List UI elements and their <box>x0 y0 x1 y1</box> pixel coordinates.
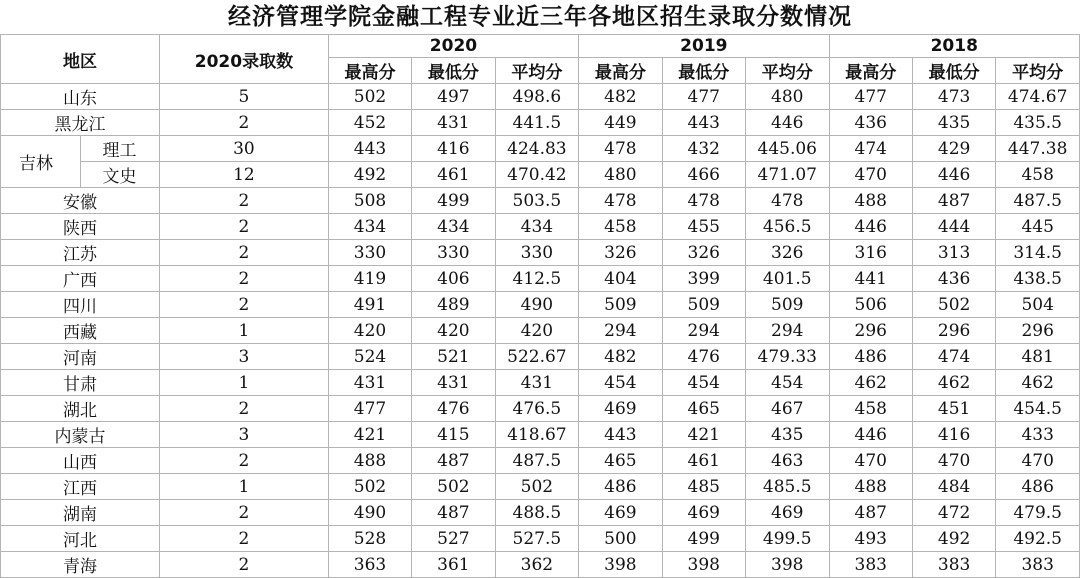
table-row <box>1 344 1080 370</box>
min-score-cell: 474 <box>912 344 995 370</box>
region-cell: 山西 <box>1 448 160 474</box>
region-cell: 山东 <box>1 84 160 110</box>
min-score-cell: 435 <box>912 110 995 136</box>
region-cell: 河北 <box>1 526 160 552</box>
avg-score-cell: 509 <box>745 292 829 318</box>
max-score-cell: 462 <box>829 370 912 396</box>
avg-score-cell: 420 <box>495 318 579 344</box>
max-score-cell: 458 <box>829 396 912 422</box>
min-score-cell: 521 <box>412 344 495 370</box>
enroll-count-cell: 2 <box>160 396 329 422</box>
avg-score-cell: 467 <box>745 396 829 422</box>
enroll-count-cell: 2 <box>160 214 329 240</box>
avg-score-cell: 478 <box>745 188 829 214</box>
max-score-cell: 441 <box>829 266 912 292</box>
avg-score-cell: 485.5 <box>745 474 829 500</box>
max-score-cell: 509 <box>579 292 662 318</box>
avg-score-cell: 503.5 <box>495 188 579 214</box>
avg-score-cell: 488.5 <box>495 500 579 526</box>
max-score-cell: 470 <box>829 162 912 188</box>
max-score-cell: 493 <box>829 526 912 552</box>
min-score-cell: 383 <box>912 552 995 578</box>
min-score-cell: 454 <box>662 370 745 396</box>
min-score-cell: 466 <box>662 162 745 188</box>
max-score-cell: 474 <box>829 136 912 162</box>
avg-score-cell: 474.67 <box>996 84 1080 110</box>
table-row <box>1 292 1080 318</box>
max-score-cell: 431 <box>328 370 411 396</box>
max-score-cell: 294 <box>579 318 662 344</box>
enroll-count-cell: 3 <box>160 344 329 370</box>
avg-score-cell: 476.5 <box>495 396 579 422</box>
avg-score-header: 平均分 <box>745 58 829 84</box>
avg-score-cell: 398 <box>745 552 829 578</box>
max-score-cell: 330 <box>328 240 411 266</box>
year-header-2020: 2020 <box>328 35 578 58</box>
avg-score-cell: 456.5 <box>745 214 829 240</box>
max-score-cell: 296 <box>829 318 912 344</box>
min-score-cell: 527 <box>412 526 495 552</box>
enroll-count-cell: 12 <box>160 162 329 188</box>
min-score-header: 最低分 <box>662 58 745 84</box>
max-score-cell: 490 <box>328 500 411 526</box>
min-score-cell: 472 <box>912 500 995 526</box>
table-row <box>1 422 1080 448</box>
min-score-cell: 416 <box>912 422 995 448</box>
min-score-cell: 296 <box>912 318 995 344</box>
avg-score-cell: 314.5 <box>996 240 1080 266</box>
avg-score-cell: 490 <box>495 292 579 318</box>
avg-score-cell: 431 <box>495 370 579 396</box>
min-score-cell: 465 <box>662 396 745 422</box>
avg-score-cell: 454 <box>745 370 829 396</box>
avg-score-cell: 479.33 <box>745 344 829 370</box>
max-score-cell: 469 <box>579 396 662 422</box>
avg-score-cell: 435 <box>745 422 829 448</box>
avg-score-cell: 487.5 <box>495 448 579 474</box>
max-score-cell: 452 <box>328 110 411 136</box>
enroll-count-cell: 2 <box>160 552 329 578</box>
max-score-cell: 486 <box>829 344 912 370</box>
min-score-cell: 461 <box>662 448 745 474</box>
avg-score-cell: 326 <box>745 240 829 266</box>
max-score-cell: 434 <box>328 214 411 240</box>
region-cell: 江苏 <box>1 240 160 266</box>
max-score-cell: 488 <box>328 448 411 474</box>
enroll-count-cell: 2 <box>160 240 329 266</box>
min-score-cell: 462 <box>912 370 995 396</box>
max-score-cell: 443 <box>328 136 411 162</box>
avg-score-cell: 527.5 <box>495 526 579 552</box>
min-score-cell: 446 <box>912 162 995 188</box>
max-score-cell: 469 <box>579 500 662 526</box>
enroll-header: 2020录取数 <box>160 35 329 84</box>
avg-score-cell: 481 <box>996 344 1080 370</box>
avg-score-cell: 435.5 <box>996 110 1080 136</box>
max-score-cell: 404 <box>579 266 662 292</box>
max-score-cell: 524 <box>328 344 411 370</box>
region-cell: 湖南 <box>1 500 160 526</box>
avg-score-cell: 445 <box>996 214 1080 240</box>
max-score-cell: 478 <box>579 136 662 162</box>
max-score-cell: 443 <box>579 422 662 448</box>
avg-score-cell: 463 <box>745 448 829 474</box>
enroll-count-cell: 2 <box>160 110 329 136</box>
max-score-cell: 492 <box>328 162 411 188</box>
table-row <box>1 370 1080 396</box>
table-row <box>1 110 1080 136</box>
max-score-cell: 449 <box>579 110 662 136</box>
avg-score-cell: 330 <box>495 240 579 266</box>
table-row <box>1 552 1080 578</box>
min-score-cell: 313 <box>912 240 995 266</box>
min-score-cell: 436 <box>912 266 995 292</box>
avg-score-cell: 418.67 <box>495 422 579 448</box>
avg-score-cell: 458 <box>996 162 1080 188</box>
max-score-cell: 506 <box>829 292 912 318</box>
min-score-cell: 330 <box>412 240 495 266</box>
avg-score-cell: 470.42 <box>495 162 579 188</box>
region-cell: 黑龙江 <box>1 110 160 136</box>
max-score-cell: 491 <box>328 292 411 318</box>
enroll-count-cell: 30 <box>160 136 329 162</box>
table-row <box>1 162 1080 188</box>
min-score-cell: 399 <box>662 266 745 292</box>
max-score-cell: 421 <box>328 422 411 448</box>
avg-score-cell: 480 <box>745 84 829 110</box>
min-score-cell: 429 <box>912 136 995 162</box>
max-score-cell: 420 <box>328 318 411 344</box>
year-header-2019: 2019 <box>579 35 829 58</box>
min-score-cell: 434 <box>412 214 495 240</box>
min-score-cell: 431 <box>412 110 495 136</box>
avg-score-cell: 438.5 <box>996 266 1080 292</box>
enroll-count-cell: 2 <box>160 292 329 318</box>
max-score-header: 最高分 <box>829 58 912 84</box>
min-score-cell: 492 <box>912 526 995 552</box>
min-score-cell: 326 <box>662 240 745 266</box>
table-row <box>1 84 1080 110</box>
min-score-cell: 497 <box>412 84 495 110</box>
avg-score-cell: 454.5 <box>996 396 1080 422</box>
region-cell: 内蒙古 <box>1 422 160 448</box>
max-score-header: 最高分 <box>328 58 411 84</box>
avg-score-header: 平均分 <box>996 58 1080 84</box>
max-score-cell: 446 <box>829 422 912 448</box>
avg-score-cell: 502 <box>495 474 579 500</box>
max-score-cell: 482 <box>579 84 662 110</box>
region-cell: 江西 <box>1 474 160 500</box>
header-row-years <box>1 35 1080 58</box>
min-score-cell: 443 <box>662 110 745 136</box>
min-score-cell: 444 <box>912 214 995 240</box>
region-cell: 西藏 <box>1 318 160 344</box>
max-score-cell: 502 <box>328 474 411 500</box>
min-score-cell: 451 <box>912 396 995 422</box>
max-score-cell: 482 <box>579 344 662 370</box>
min-score-cell: 477 <box>662 84 745 110</box>
region-header: 地区 <box>1 35 160 84</box>
max-score-cell: 477 <box>328 396 411 422</box>
enroll-count-cell: 1 <box>160 474 329 500</box>
avg-score-cell: 362 <box>495 552 579 578</box>
enroll-count-cell: 2 <box>160 266 329 292</box>
max-score-header: 最高分 <box>579 58 662 84</box>
table-row <box>1 136 1080 162</box>
min-score-cell: 499 <box>662 526 745 552</box>
min-score-cell: 487 <box>412 500 495 526</box>
enroll-count-cell: 5 <box>160 84 329 110</box>
min-score-header: 最低分 <box>412 58 495 84</box>
min-score-cell: 509 <box>662 292 745 318</box>
table-body <box>1 84 1080 578</box>
region-cell: 安徽 <box>1 188 160 214</box>
region-cell: 青海 <box>1 552 160 578</box>
avg-score-cell: 294 <box>745 318 829 344</box>
min-score-cell: 499 <box>412 188 495 214</box>
avg-score-cell: 433 <box>996 422 1080 448</box>
min-score-cell: 432 <box>662 136 745 162</box>
avg-score-cell: 434 <box>495 214 579 240</box>
admission-score-table <box>0 34 1080 578</box>
max-score-cell: 486 <box>579 474 662 500</box>
max-score-cell: 508 <box>328 188 411 214</box>
region-cell: 湖北 <box>1 396 160 422</box>
avg-score-cell: 504 <box>996 292 1080 318</box>
min-score-cell: 415 <box>412 422 495 448</box>
region-cell: 陕西 <box>1 214 160 240</box>
table-row <box>1 448 1080 474</box>
avg-score-cell: 498.6 <box>495 84 579 110</box>
enroll-count-cell: 2 <box>160 526 329 552</box>
max-score-cell: 470 <box>829 448 912 474</box>
max-score-cell: 488 <box>829 188 912 214</box>
min-score-cell: 469 <box>662 500 745 526</box>
min-score-cell: 420 <box>412 318 495 344</box>
min-score-cell: 398 <box>662 552 745 578</box>
min-score-cell: 485 <box>662 474 745 500</box>
min-score-cell: 476 <box>412 396 495 422</box>
avg-score-cell: 446 <box>745 110 829 136</box>
enroll-count-cell: 2 <box>160 448 329 474</box>
table-row <box>1 396 1080 422</box>
max-score-cell: 446 <box>829 214 912 240</box>
avg-score-cell: 462 <box>996 370 1080 396</box>
max-score-cell: 316 <box>829 240 912 266</box>
region-cell: 广西 <box>1 266 160 292</box>
min-score-cell: 361 <box>412 552 495 578</box>
min-score-cell: 502 <box>412 474 495 500</box>
enroll-count-cell: 3 <box>160 422 329 448</box>
min-score-cell: 470 <box>912 448 995 474</box>
max-score-cell: 383 <box>829 552 912 578</box>
max-score-cell: 465 <box>579 448 662 474</box>
region-cell: 甘肃 <box>1 370 160 396</box>
min-score-cell: 431 <box>412 370 495 396</box>
page-title: 经济管理学院金融工程专业近三年各地区招生录取分数情况 <box>228 4 852 30</box>
enroll-count-cell: 2 <box>160 500 329 526</box>
avg-score-cell: 383 <box>996 552 1080 578</box>
min-score-cell: 461 <box>412 162 495 188</box>
enroll-count-cell: 2 <box>160 188 329 214</box>
avg-score-cell: 441.5 <box>495 110 579 136</box>
table-row <box>1 526 1080 552</box>
max-score-cell: 436 <box>829 110 912 136</box>
avg-score-header: 平均分 <box>495 58 579 84</box>
region-cell: 四川 <box>1 292 160 318</box>
max-score-cell: 488 <box>829 474 912 500</box>
table-row <box>1 474 1080 500</box>
min-score-cell: 416 <box>412 136 495 162</box>
avg-score-cell: 445.06 <box>745 136 829 162</box>
avg-score-cell: 486 <box>996 474 1080 500</box>
table-row <box>1 500 1080 526</box>
avg-score-cell: 522.67 <box>495 344 579 370</box>
max-score-cell: 528 <box>328 526 411 552</box>
year-header-2018: 2018 <box>829 35 1079 58</box>
region-cell: 河南 <box>1 344 160 370</box>
min-score-cell: 473 <box>912 84 995 110</box>
max-score-cell: 502 <box>328 84 411 110</box>
min-score-header: 最低分 <box>912 58 995 84</box>
enroll-count-cell: 1 <box>160 370 329 396</box>
min-score-cell: 406 <box>412 266 495 292</box>
subcategory-cell: 文史 <box>80 162 160 188</box>
max-score-cell: 487 <box>829 500 912 526</box>
avg-score-cell: 401.5 <box>745 266 829 292</box>
avg-score-cell: 470 <box>996 448 1080 474</box>
min-score-cell: 421 <box>662 422 745 448</box>
avg-score-cell: 412.5 <box>495 266 579 292</box>
avg-score-cell: 296 <box>996 318 1080 344</box>
min-score-cell: 476 <box>662 344 745 370</box>
avg-score-cell: 471.07 <box>745 162 829 188</box>
table-row <box>1 188 1080 214</box>
min-score-cell: 294 <box>662 318 745 344</box>
min-score-cell: 502 <box>912 292 995 318</box>
subcategory-cell: 理工 <box>80 136 160 162</box>
min-score-cell: 487 <box>412 448 495 474</box>
max-score-cell: 363 <box>328 552 411 578</box>
min-score-cell: 478 <box>662 188 745 214</box>
max-score-cell: 454 <box>579 370 662 396</box>
avg-score-cell: 447.38 <box>996 136 1080 162</box>
min-score-cell: 484 <box>912 474 995 500</box>
table-row <box>1 318 1080 344</box>
avg-score-cell: 487.5 <box>996 188 1080 214</box>
avg-score-cell: 499.5 <box>745 526 829 552</box>
max-score-cell: 419 <box>328 266 411 292</box>
avg-score-cell: 469 <box>745 500 829 526</box>
max-score-cell: 326 <box>579 240 662 266</box>
table-row <box>1 266 1080 292</box>
min-score-cell: 487 <box>912 188 995 214</box>
avg-score-cell: 424.83 <box>495 136 579 162</box>
max-score-cell: 398 <box>579 552 662 578</box>
max-score-cell: 480 <box>579 162 662 188</box>
max-score-cell: 458 <box>579 214 662 240</box>
enroll-count-cell: 1 <box>160 318 329 344</box>
avg-score-cell: 479.5 <box>996 500 1080 526</box>
max-score-cell: 478 <box>579 188 662 214</box>
max-score-cell: 500 <box>579 526 662 552</box>
min-score-cell: 455 <box>662 214 745 240</box>
table-row <box>1 240 1080 266</box>
region-cell: 吉林 <box>1 136 81 188</box>
avg-score-cell: 492.5 <box>996 526 1080 552</box>
max-score-cell: 477 <box>829 84 912 110</box>
min-score-cell: 489 <box>412 292 495 318</box>
table-row <box>1 214 1080 240</box>
